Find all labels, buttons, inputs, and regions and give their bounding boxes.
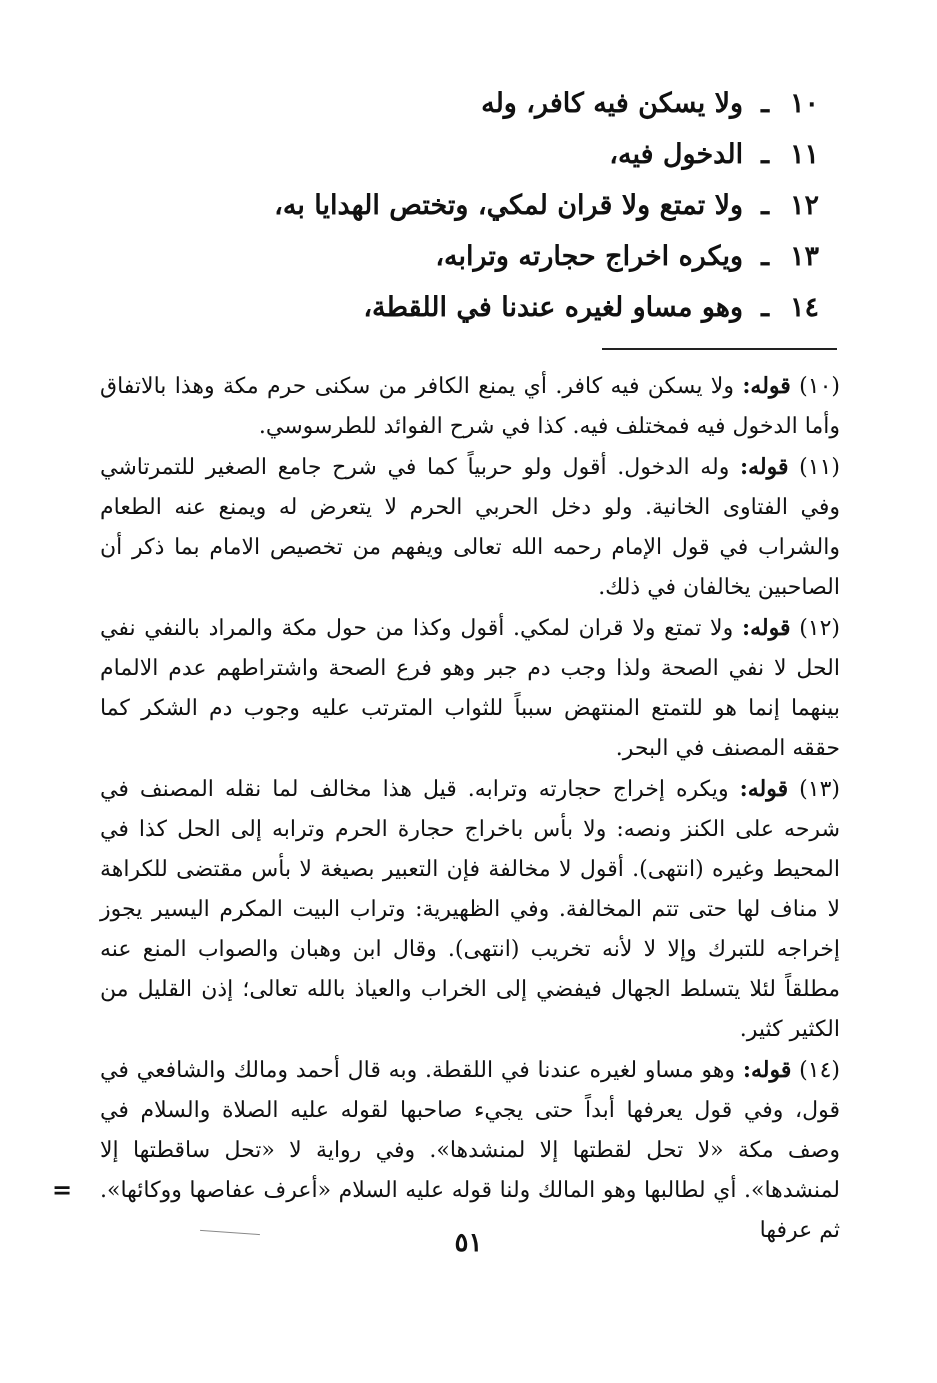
item-number: ١١ bbox=[789, 139, 819, 170]
item-number: ١٤ bbox=[789, 292, 819, 323]
commentary-label: قوله: bbox=[740, 454, 789, 480]
commentary-paragraph bbox=[100, 608, 840, 769]
commentary-text: ويكره إخراج حجارته وترابه. قيل هذا مخالف لما نقله المصنف في شرحه على الكنز ونصه: ولا بأس باخراج حجارة الحرم وترابه إلى الحل كذا في المحيط وغيره (انتهى). أقول لا مخالفة فإن التعبير بصيغة لا بأس مقتضى للكراهة لا مناف لها حتى تتم المخالفة. وفي الظهيرية: وتراب البيت المكرم اليسير يجوز إخراجه للتبرك وإلا لا لأنه تخريب (انتهى). وقال ابن وهبان والصواب المنع عنه مطلقاً لئلا يتسلط الجهال فيفضي إلى الخراب والعياذ بالله تعالى؛ إذن القليل من الكثير كثير. bbox=[100, 777, 840, 1042]
commentary-ref: (١٤) bbox=[799, 1058, 840, 1083]
commentary-label: قوله: bbox=[739, 776, 789, 802]
item-dash: ـ bbox=[761, 88, 769, 119]
page-number: ٥١ bbox=[454, 1228, 483, 1258]
commentary-label: قوله: bbox=[742, 1057, 792, 1083]
continuation-mark: = bbox=[52, 1175, 73, 1204]
main-item bbox=[219, 78, 819, 129]
item-number: ١٣ bbox=[789, 241, 819, 272]
item-dash: ـ bbox=[761, 292, 769, 323]
item-text: ولا تمتع ولا قران لمكي، وتختص الهدايا به، bbox=[274, 190, 744, 221]
main-item bbox=[219, 129, 819, 180]
commentary-paragraph bbox=[100, 1050, 840, 1251]
commentary-paragraph bbox=[100, 447, 840, 608]
commentary-paragraph bbox=[100, 366, 840, 447]
commentary-ref: (١٢) bbox=[799, 616, 841, 641]
main-item bbox=[219, 180, 819, 231]
main-text-list bbox=[219, 78, 819, 333]
main-item bbox=[219, 282, 819, 333]
commentary-text: ولا يسكن فيه كافر. أي يمنع الكافر من سكنى حرم مكة وهذا بالاتفاق وأما الدخول فيه فمختلف فيه. كذا في شرح الفوائد للطرسوسي. bbox=[100, 374, 840, 439]
item-text: وهو مساو لغيره عندنا في اللقطة، bbox=[363, 292, 744, 323]
item-text: الدخول فيه، bbox=[609, 139, 744, 170]
commentary-ref: (١٣) bbox=[799, 777, 840, 802]
commentary-text: وهو مساو لغيره عندنا في اللقطة. وبه قال أحمد ومالك والشافعي في قول، وفي قول يعرفها أبداً حتى يجيء صاحبها لقوله عليه الصلاة والسلام في وصف مكة «لا تحل لقطتها إلا لمنشدها». وفي رواية لا «تحل ساقطتها إلا لمنشدها». أي لطالبها وهو المالك ولنا قوله عليه السلام «أعرف عفاصها ووكائها». ثم عرفها bbox=[100, 1058, 840, 1243]
commentary-ref: (١١) bbox=[799, 455, 840, 480]
commentary-ref: (١٠) bbox=[799, 374, 840, 399]
item-text: ويكره اخراج حجارته وترابه، bbox=[435, 241, 744, 272]
item-text: ولا يسكن فيه كافر، وله bbox=[481, 88, 744, 119]
item-number: ١٠ bbox=[789, 88, 819, 119]
commentary-label: قوله: bbox=[742, 373, 791, 399]
commentary-text: وله الدخول. أقول ولو حربياً كما في شرح جامع الصغير للتمرتاشي وفي الفتاوى الخانية. ولو دخل الحربي الحرم لا يتعرض له ويمنع عنه الطعام والشراب في قول الإمام رحمه الله تعالى ويفهم من تخصيص الامام بما ذكر أن الصاحبين يخالفان في ذلك. bbox=[100, 455, 840, 600]
item-dash: ـ bbox=[761, 190, 769, 221]
main-item bbox=[219, 231, 819, 282]
commentary-paragraph bbox=[100, 769, 840, 1050]
item-dash: ـ bbox=[761, 241, 769, 272]
footnote-divider bbox=[602, 348, 837, 350]
commentary-text: ولا تمتع ولا قران لمكي. أقول وكذا من حول مكة والمراد بالنفي نفي الحل لا نفي الصحة ولذا وجب دم جبر وهو فرع الصحة واشتراطهم عدم الالمام بينهما إنما هو للتمتع المنتهض سبباً للثواب المترتب عليه وجوب دم الشكر كما حققه المصنف في البحر. bbox=[100, 616, 840, 761]
item-dash: ـ bbox=[761, 139, 769, 170]
commentary-label: قوله: bbox=[741, 615, 791, 641]
commentary-block bbox=[100, 366, 840, 1251]
item-number: ١٢ bbox=[789, 190, 819, 221]
